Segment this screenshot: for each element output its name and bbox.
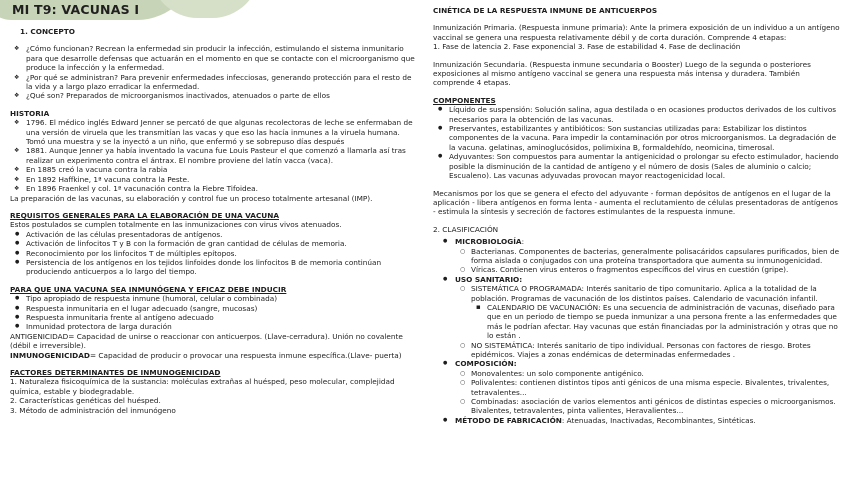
list-item: ❖ En 1892 Haffkine, 1ª vacuna contra la Peste. (10, 175, 418, 184)
fabricacion-text: : Atenuadas, Inactivadas, Recombinantes, Sintéticas. (561, 415, 756, 425)
list-item: ● Líquido de suspensión: Solución salina, agua destilada o en ocasiones productos derivados de los cultivos necesarios para la obtención de las vacunas. (433, 105, 841, 124)
factores-item: 3. Método de administración del inmunógeno (10, 405, 176, 415)
right-column (433, 6, 841, 425)
composicion-sublist (455, 369, 841, 416)
componentes-heading: COMPONENTES (433, 95, 496, 105)
uso-sublist (455, 284, 841, 359)
list-item (455, 284, 841, 340)
list-item: ❖ En 1885 creó la vacuna contra la rabia (10, 165, 418, 174)
fabricacion-label: MÉTODO DE FABRICACIÓN (455, 415, 562, 425)
list-item: ● Activación de las células presentadoras de antígenos. (10, 230, 418, 239)
micro-label: MICROBIOLOGÍA (455, 237, 522, 247)
list-item: ● Adyuvantes: Son compuestos para aumentar la antigenicidad o prolongar su efecto estimulador, haciendo posible la disminución de la cantidad de antígeno y el número de dosis (Sales de aluminio o calcio; Escualeno). Las vacunas adyuvadas provocan mayor reactogenicidad local. (433, 152, 841, 180)
concepto-list (10, 44, 418, 100)
historia-heading: HISTORIA (10, 108, 50, 118)
clasificacion-heading: 2. CLASIFICACIÓN (433, 224, 499, 234)
historia-list (10, 118, 418, 193)
cinetica-primaria: Inmunización Primaria. (Respuesta inmune primaria): Ante la primera exposición de un individuo a un antígeno vaccinal se genera una respuesta relativamente débil y de corta duración. Comprende 4 etapas: (433, 23, 840, 42)
list-item: ▪ CALENDARIO DE VACUNACIÓN: Es una secuencia de administración de vacunas, diseñado para que en un periodo de tiempo se pueda inmunizar a una persona frente a las enfermedades que más le podrían afectar. Hay vacunas que están financiadas por la administración y otras que no lo están . (471, 303, 841, 341)
composicion-label: COMPOSICIÓN (455, 359, 514, 369)
factores-item: 1. Naturaleza fisicoquímica de la sustancia: moléculas extrañas al huésped, peso molecular, complejidad química, estable y biodegradable. (10, 377, 395, 396)
list-item: ● Activación de linfocitos T y B con la formación de gran cantidad de células de memoria. (10, 239, 418, 248)
concepto-heading: 1. CONCEPTO (20, 27, 75, 36)
list-item: ❖ En 1896 Fraenkel y col. 1ª vacunación contra la Fiebre Tifoidea. (10, 184, 418, 193)
inmunogenicidad-definition (10, 351, 418, 360)
list-item: ❖ 1796. El médico inglés Edward Jenner se percató de que algunas recolectoras de leche se enfermaban de una versión de viruela que les transmitían las vacas y que eso las hacía inmunes a la viruela humana. Tomó una muestra y se la inyectó a un niño, que enfermó y se sobrepuso días después (10, 118, 418, 146)
list-item: ○ Combinadas: asociación de varios elementos anti génicos de distintas especies o microorganismos. Bivalentes, tetravalentes, pinta valientes, Heravalientes... (455, 397, 841, 416)
cinetica-heading: CINÉTICA DE LA RESPUESTA INMUNE DE ANTICUERPOS (433, 6, 658, 15)
list-item: ○ NO SISTEMÁTICA: Interés sanitario de tipo individual. Personas con factores de riesgo. Brotes epidémicos. Viajes a zonas endémicas de determinadas enfermedades . (455, 341, 841, 360)
uso-subsublist (471, 303, 841, 341)
list-item: ❖ 1881. Aunque Jenner ya había inventado la vacuna fue Louis Pasteur el que comenzó a llamarla así tras realizar un experimento contra el ántrax. El nombre proviene del latín vacca (vaca). (10, 146, 418, 165)
page-title: MI T9: VACUNAS I (12, 2, 140, 17)
list-item: ❖ ¿Por qué se administran? Para prevenir enfermedades infecciosas, generando protección para el resto de la vida y a largo plazo erradicar la enfermedad. (10, 73, 418, 92)
list-item: ❖ ¿Qué son? Preparados de microorganismos inactivados, atenuados o parte de ellos (10, 91, 418, 100)
list-item: ● Inmunidad protectora de larga duración (10, 322, 418, 331)
cinetica-fases: 1. Fase de latencia 2. Fase exponencial 3. Fase de estabilidad 4. Fase de declinación (433, 42, 741, 52)
factores-heading: FACTORES DETERMINANTES DE INMUNOGENICIDAD (10, 368, 221, 377)
inmunogena-list (10, 294, 418, 332)
antigenicidad-text: ANTIGENICIDAD= Capacidad de unirse o reaccionar con anticuerpos. (Llave-cerradura). Unión no covalente (débil e irreversible). (10, 331, 403, 351)
uso-sistematica: SISTEMÁTICA O PROGRAMADA: Interés sanitario de tipo comunitario. Aplica a la totalidad de la población. Programas de vacunación de los distintos países. Calendario de vacunación infantil. (471, 284, 818, 303)
list-item: ○ Monovalentes: un solo componente antigénico. (455, 369, 841, 378)
uso-label: USO SANITARIO (455, 274, 520, 284)
inmunogenicidad-label: INMUNOGENICIDAD (10, 350, 90, 360)
mecanismos-text: Mecanismos por los que se genera el efecto del adyuvante - forman depósitos de antígenos en el lugar de la aplicación - libera antígenos en forma lenta - aumenta el reclutamiento de células presentadoras de antígenos - estimula la síntesis y secreción de factores estimulantes de la respuesta inmune. (433, 188, 838, 217)
list-item: ○ Víricas. Contienen virus enteros o fragmentos específicos del virus en cuestión (gripe). (455, 265, 841, 274)
list-item: ○ Polivalentes: contienen distintos tipos anti génicos de una misma especie. Bivalentes, trivalentes, tetravalentes... (455, 378, 841, 397)
inmunogenicidad-text: = Capacidad de producir o provocar una respuesta inmune específica.(Llave- puerta) (89, 350, 402, 360)
left-column (10, 27, 418, 415)
requisitos-list (10, 230, 418, 277)
list-item: ● USO SANITARIO: ○ SISTEMÁTICA O PROGRAMADA: Interés sanitario de tipo comunitario. Aplica a la totalidad de la población. Programas de vacunación de los distintos países. Calendario de vacunación infantil. ▪ CALENDARIO DE VACUNACIÓN: Es una secuencia de administración de vacunas, diseñado para que en un periodo de tiempo se pueda inmunizar a una persona frente a las enfermedades que más le podrían afectar. Hay vacunas que están financiadas por la administración y otras que no lo están . ○ NO SISTEMÁTICA: Interés sanitario de tipo individual. Personas con factores de riesgo. Brotes epidémicos. Viajes a zonas endémicas de determinadas enfermedades . (433, 275, 841, 360)
list-item: ● Preservantes, estabilizantes y antibióticos: Son sustancias utilizadas para: Estabilizar los distintos componentes de la vacuna. Para impedir la contaminación por otros microorganismos. La degradación de la vacuna. gelatinas, aminoglucósidos, polimixina B, formaldehído, neomicina, timerosal. (433, 124, 841, 152)
list-item: ❖ ¿Cómo funcionan? Recrean la enfermedad sin producir la infección, estimulando el sistema inmunitario para que desarrolle defensas que actuarán en el momento en que se contacte con el microorganismo que produce la infección y la enfermedad. (10, 44, 418, 72)
list-item: ● Respuesta inmunitaria frente al antígeno adecuado (10, 313, 418, 322)
requisitos-intro: Estos postulados se cumplen totalmente en las inmunizaciones con virus vivos atenuados. (10, 220, 342, 230)
list-item: ● Reconocimiento por los linfocitos T de múltiples epítopos. (10, 249, 418, 258)
cinetica-secundaria: Inmunización Secundaria. (Respuesta inmune secundaria o Booster) Luego de la segunda o posteriores exposiciones al mismo antígeno vaccinal se genera una respuesta más intensa y duradera. También comprende 4 etapas. (433, 59, 811, 88)
list-item: ● MICROBIOLOGÍA: ○ Bacterianas. Componentes de bacterias, generalmente polisacáridos capsulares purificados, bien de forma aislada o conjugados con una proteína transportadora que aumenta su inmunogenicidad. ○ Víricas. Contienen virus enteros o fragmentos específicos del virus en cuestión (gripe). (433, 237, 841, 275)
historia-note: La preparación de las vacunas, su elaboración y control fue un proceso totalmente artesanal (IMP). (10, 193, 373, 203)
inmunogena-heading: PARA QUE UNA VACUNA SEA INMUNÓGENA Y EFICAZ DEBE INDUCIR (10, 284, 287, 294)
micro-sublist (455, 247, 841, 275)
list-item: ○ Bacterianas. Componentes de bacterias, generalmente polisacáridos capsulares purificados, bien de forma aislada o conjugados con una proteína transportadora que aumenta su inmunogenicidad. (455, 247, 841, 266)
clasificacion-list (433, 237, 841, 425)
list-item: ● Persistencia de los antígenos en los tejidos linfoides donde los linfocitos B de memoria continúan produciendo anticuerpos a lo largo del tiempo. (10, 258, 418, 277)
list-item (433, 416, 841, 425)
componentes-list (433, 105, 841, 180)
list-item: ● Tipo apropiado de respuesta inmune (humoral, celular o combinada) (10, 294, 418, 303)
list-item: ● Respuesta inmunitaria en el lugar adecuado (sangre, mucosas) (10, 304, 418, 313)
requisitos-heading: REQUISITOS GENERALES PARA LA ELABORACIÓN DE UNA VACUNA (10, 210, 279, 220)
factores-item: 2. Características genéticas del huésped. (10, 396, 161, 406)
list-item: ● COMPOSICIÓN: ○ Monovalentes: un solo componente antigénico. ○ Polivalentes: contienen distintos tipos anti génicos de una misma especie. Bivalentes, trivalentes, tetravalentes... ○ Combinadas: asociación de varios elementos anti génicos de distintas especies o microorganismos. Bivalentes, tetravalentes, pinta valientes, Heravalientes... (433, 359, 841, 415)
